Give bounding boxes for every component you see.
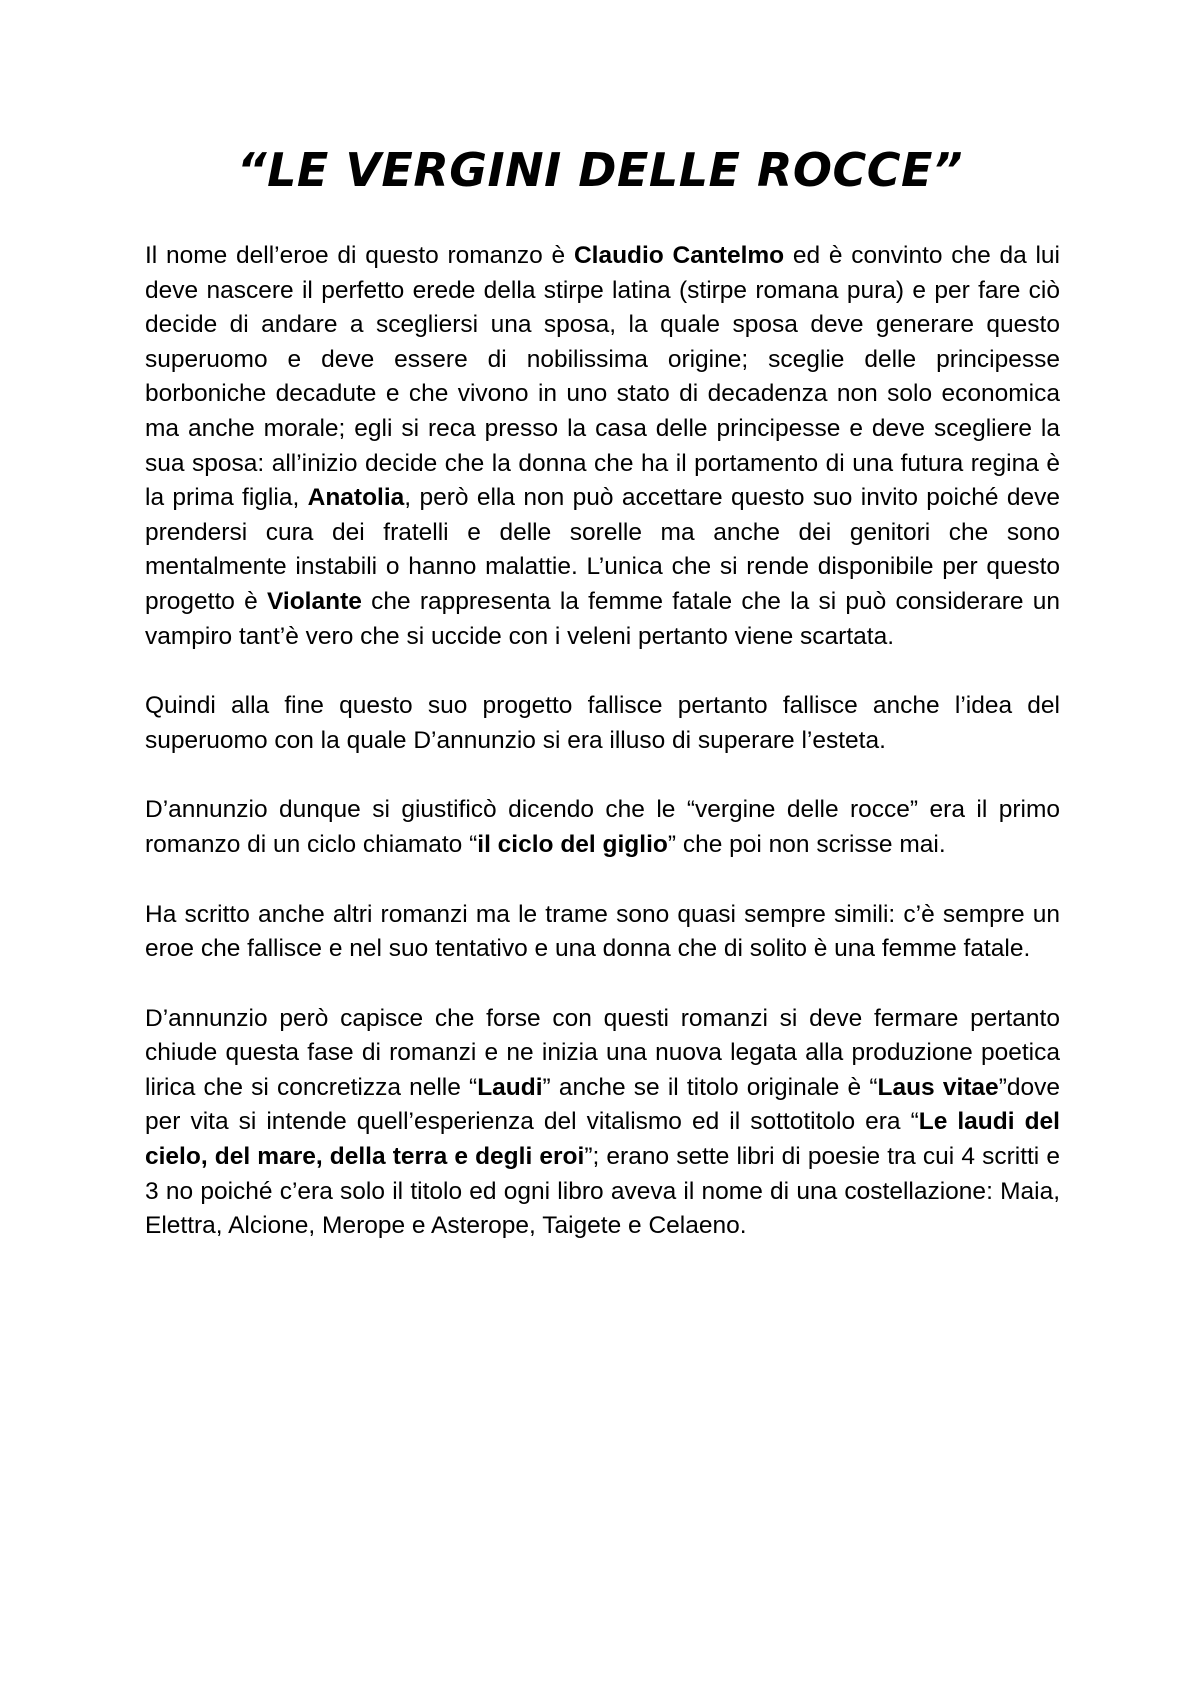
paragraph-text: , però ella non può accettare questo suo invito poiché deve prendersi cura dei fratelli e delle sorelle ma anche dei genitori che sono mentalmente instabili o hanno malattie. L’unica che si rende disponibile per questo progetto è <box>145 484 1060 615</box>
paragraph-text: Quindi alla fine questo suo progetto fallisce pertanto fallisce anche l’idea del superuomo con la quale D’annunzio si era illuso di superare l’esteta. <box>145 692 1060 754</box>
paragraph-text: D’annunzio dunque si giustificò dicendo che le “vergine delle rocce” era il primo romanzo di un ciclo chiamato “ <box>145 796 1060 858</box>
bold-name-violante: Violante <box>267 587 362 615</box>
bold-term-subtitle: Le laudi del cielo, del mare, della terra e degli eroi <box>145 1108 1060 1171</box>
paragraph-text: ” anche se il titolo originale è “ <box>542 1073 878 1101</box>
paragraph-text: ”; erano sette libri di poesie tra cui 4 scritti e 3 no poiché c’era solo il titolo ed ogni libro aveva il nome di una costellazione: Maia, Elettra, Alcione, Merope e Asterope, Taigete e Celaeno. <box>145 1143 1061 1240</box>
bold-term-laudi: Laudi <box>477 1073 543 1101</box>
paragraph-text: che rappresenta la femme fatale che la si può considerare un vampiro tant’è vero che si uccide con i veleni pertanto viene scartata. <box>145 587 1060 650</box>
paragraph-text: D’annunzio però capisce che forse con questi romanzi si deve fermare pertanto chiude questa fase di romanzi e ne inizia una nuova legata alla produzione poetica lirica che si concretizza nelle “ <box>145 1004 1060 1101</box>
document-title: “LE VERGINI DELLE ROCCE” <box>236 143 964 197</box>
paragraph-altri-romanzi <box>145 898 1060 967</box>
paragraph-text: ed è convinto che da lui deve nascere il perfetto erede della stirpe latina (stirpe romana pura) e per fare ciò decide di andare a scegliersi una sposa, la quale sposa deve generare questo superuomo e deve essere di nobilissima origine; sceglie delle principesse borboniche decadute e che vivono in uno stato di decadenza non solo economica ma anche morale; egli si reca presso la casa delle principesse e deve scegliere la sua sposa: all’inizio decide che la donna che ha il portamento di una futura regina è la prima figlia, <box>145 242 1060 512</box>
document-body <box>145 239 1060 1279</box>
bold-name-claudio-cantelmo: Claudio Cantelmo <box>573 242 785 269</box>
paragraph-claudio-cantelmo <box>145 239 1060 654</box>
paragraph-superuomo <box>145 689 1060 758</box>
paragraph-ciclo-del-giglio <box>145 793 1060 862</box>
bold-term-ciclo-del-giglio: il ciclo del giglio <box>477 830 668 858</box>
paragraph-text: ”dove per vita si intende quell’esperienza del vitalismo ed il sottotitolo era “ <box>145 1073 1060 1136</box>
paragraph-text: Ha scritto anche altri romanzi ma le trame sono quasi sempre simili: c’è sempre un eroe che fallisce e nel suo tentativo e una donna che di solito è una femme fatale. <box>145 900 1060 963</box>
paragraph-laudi <box>145 1002 1060 1244</box>
paragraph-text: Il nome dell’eroe di questo romanzo è <box>145 242 574 269</box>
bold-name-anatolia: Anatolia <box>307 484 405 512</box>
paragraph-text: ” che poi non scrisse mai. <box>667 830 946 858</box>
bold-term-laus-vitae: Laus vitae <box>877 1073 999 1101</box>
